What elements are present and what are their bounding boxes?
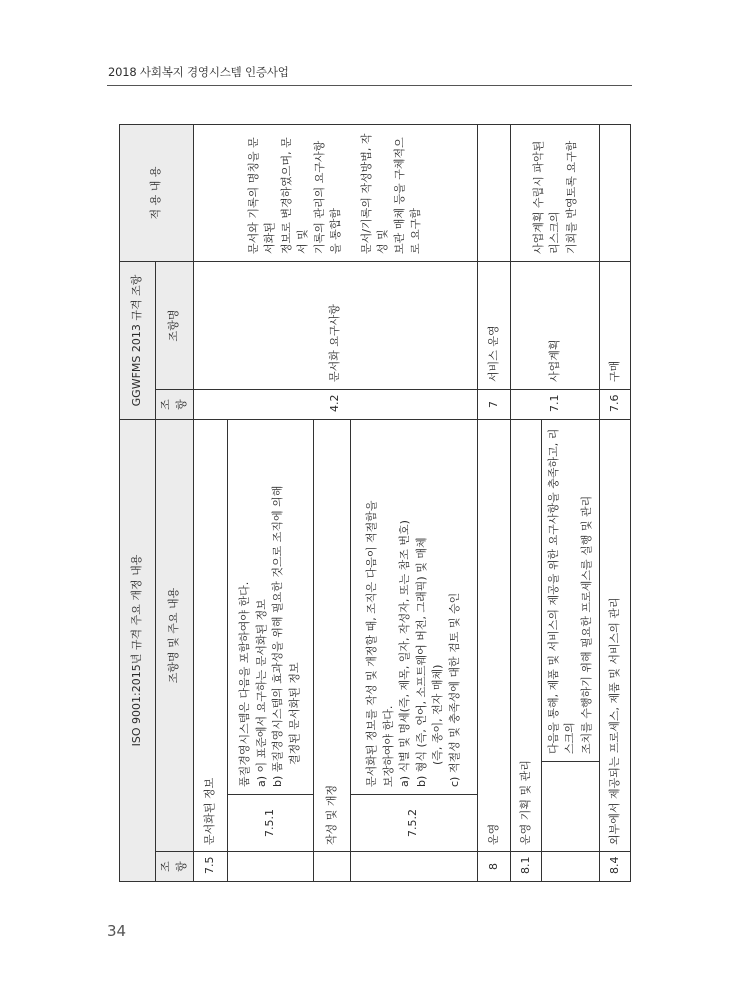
gg-clause-7-1: 7.1 <box>511 389 600 419</box>
content-line: 문서화된 정보를 작성 및 개정할 때, 조직은 다음이 적절함을 <box>365 500 379 787</box>
blank-cell <box>541 762 600 852</box>
col-gg-name-header: 조항명 <box>155 261 194 389</box>
col-gg-clause-header: 조항 <box>155 389 194 419</box>
clause-comparison-table <box>119 124 631 882</box>
content-line: c) 적절성 및 충족성에 대한 검토 및 승인 <box>447 592 461 787</box>
clause-8-1-title: 운영 기획 및 관리 <box>511 419 541 851</box>
content-line: b) 품질경영시스템의 효과성을 위해 필요한 것으로 조직에 의해 <box>271 485 285 787</box>
content-line: (즉, 종이, 전자 매체) <box>431 664 445 765</box>
rotated-table <box>119 125 631 882</box>
applied-line: 문서와 기록의 명칭을 문서화된 <box>246 137 277 254</box>
clause-7-5-1: 7.5.1 <box>227 795 313 852</box>
content-line: 결정된 문서화된 정보 <box>287 662 301 765</box>
clause-7-5-2-title: 작성 및 개정 <box>314 419 351 851</box>
applied-header: 적 용 내 용 <box>120 124 194 261</box>
content-line: a) 식별 및 명세(즉, 제목, 일자, 작성자, 또는 참조 번호) <box>398 520 412 787</box>
gg-name-4-2: 문서화 요구사항 <box>194 261 477 389</box>
col-iso-content-header: 조항명 및 주요 내용 <box>155 419 194 851</box>
applied-line: 정보로 변경하였으며, 문서 및 <box>279 137 310 254</box>
blank-cell <box>541 852 600 882</box>
clause-7-5-2: 7.5.2 <box>350 795 477 852</box>
applied-content-7-1 <box>511 124 600 261</box>
content-line: 다음을 통해, 제품 및 서비스의 제공을 위한 요구사항을 충족하고, 리스크의 <box>546 428 577 754</box>
clause-8: 8 <box>477 852 511 882</box>
applied-line: 사업계획 수립시 파악된 리스크의 <box>531 140 561 254</box>
gg-name-7-6: 구매 <box>600 261 631 389</box>
clause-8-4-title: 외부에서 제공되는 프로세스, 제품 및 서비스의 관리 <box>600 419 631 851</box>
ggwfms-header: GGWFMS 2013 규격 조항 <box>120 261 156 419</box>
content-line: a) 이 표준에서 요구하는 문서화된 정보 <box>254 599 268 787</box>
blank-cell <box>477 124 511 261</box>
applied-line: 보관 매체 등을 구체적으로 요구함 <box>392 137 423 254</box>
clause-7-5-2-content <box>350 419 477 794</box>
gg-name-7: 서비스 운영 <box>477 261 511 389</box>
clause-8-title: 운영 <box>477 419 511 851</box>
gg-clause-7-6: 7.6 <box>600 389 631 419</box>
clause-8-1: 8.1 <box>511 852 541 882</box>
content-line: 품질경영시스템은 다음을 포함하여야 한다. <box>238 581 252 787</box>
gg-name-7-1: 사업계획 <box>511 261 600 389</box>
clause-8-1-content <box>541 419 600 761</box>
gg-clause-7: 7 <box>477 389 511 419</box>
content-line: b) 형식 (즉, 언어, 소프트웨어 버전, 그래픽) 및 매체 <box>414 537 428 787</box>
page-number: 34 <box>107 922 127 940</box>
content-line: 보장하여야 한다. <box>381 705 395 787</box>
content-line: 조치를 수행하기 위해 필요한 프로세스를 실행 및 관리 <box>579 495 593 754</box>
col-clause-header: 조항 <box>155 852 194 882</box>
iso-header: ISO 9001:2015년 규격 주요 개정 내용 <box>120 419 156 881</box>
applied-content-4-2 <box>194 124 477 261</box>
blank-cell <box>350 852 477 882</box>
gg-clause-4-2: 4.2 <box>194 389 477 419</box>
blank-cell <box>227 852 313 882</box>
running-header: 2018 사회복지 경영시스템 인증사업 <box>108 65 289 79</box>
clause-7-5-title: 문서화된 정보 <box>194 419 228 851</box>
clause-8-4: 8.4 <box>600 852 631 882</box>
applied-line: 기회를 반영토록 요구함 <box>564 140 578 254</box>
blank-cell <box>600 124 631 261</box>
applied-line: 문서/기록의 작성방법, 작성 및 <box>359 133 390 254</box>
clause-7-5-1-content <box>227 419 313 794</box>
applied-spacer <box>345 132 359 254</box>
clause-7-5: 7.5 <box>194 852 228 882</box>
header-rule <box>107 85 632 86</box>
applied-line: 기록의 관리의 요구사항을 통합함 <box>312 140 343 254</box>
blank-cell <box>314 852 351 882</box>
